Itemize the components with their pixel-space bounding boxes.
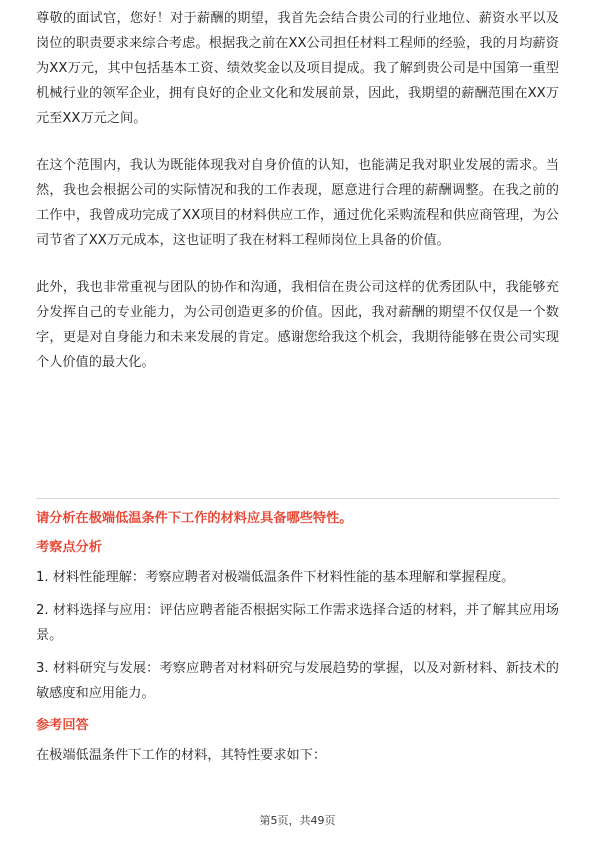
intro-paragraph-3: 此外，我也非常重视与团队的协作和沟通，我相信在贵公司这样的优秀团队中，我能够充分发挥自己的专业能力，为公司创造更多的价值。因此，我对薪酬的期望不仅仅是一个数字，更是对自身能力和未来发展的肯定。感谢您给我这个机会，我期待能够在贵公司实现个人价值的最大化。 bbox=[36, 280, 559, 370]
question-details bbox=[36, 536, 559, 768]
analysis-item-3: 3. 材料研究与发展：考察应聘者对材料研究与发展趋势的掌握，以及对新材料、新技术的敏感度和应用能力。 bbox=[36, 661, 559, 701]
analysis-item-2: 2. 材料选择与应用：评估应聘者能否根据实际工作需求选择合适的材料，并了解其应用场景。 bbox=[36, 603, 559, 643]
answer-intro: 在极端低温条件下工作的材料，其特性要求如下： bbox=[36, 748, 327, 763]
question-title: 请分析在极端低温条件下工作的材料应具备哪些特性。 bbox=[36, 511, 353, 526]
analysis-heading: 考察点分析 bbox=[36, 540, 102, 555]
paragraph-gap bbox=[36, 131, 559, 153]
section-divider bbox=[36, 498, 559, 499]
analysis-item-1: 1. 材料性能理解：考察应聘者对极端低温条件下材料性能的基本理解和掌握程度。 bbox=[36, 570, 515, 585]
paragraph-gap bbox=[36, 253, 559, 275]
page-number: 第5页，共49页 bbox=[259, 814, 336, 827]
intro-paragraph-1: 尊敬的面试官，您好！对于薪酬的期望，我首先会结合贵公司的行业地位、薪资水平以及岗位的职责要求来综合考虑。根据我之前在XX公司担任材料工程师的经验，我的月均薪资为XX万元，其中包括基本工资、绩效奖金以及项目提成。我了解到贵公司是中国第一重型机械行业的领军企业，拥有良好的企业文化和发展前景，因此，我期望的薪酬范围在XX万元至XX万元之间。 bbox=[36, 11, 559, 126]
answer-heading: 参考回答 bbox=[36, 718, 89, 733]
answer-body bbox=[36, 6, 559, 375]
intro-paragraph-2: 在这个范围内，我认为既能体现我对自身价值的认知，也能满足我对职业发展的需求。当然，我也会根据公司的实际情况和我的工作表现，愿意进行合理的薪酬调整。在我之前的工作中，我曾成功完成了XX项目的材料供应工作，通过优化采购流程和供应商管理，为公司节省了XX万元成本，这也证明了我在材料工程师岗位上具备的价值。 bbox=[36, 158, 559, 248]
